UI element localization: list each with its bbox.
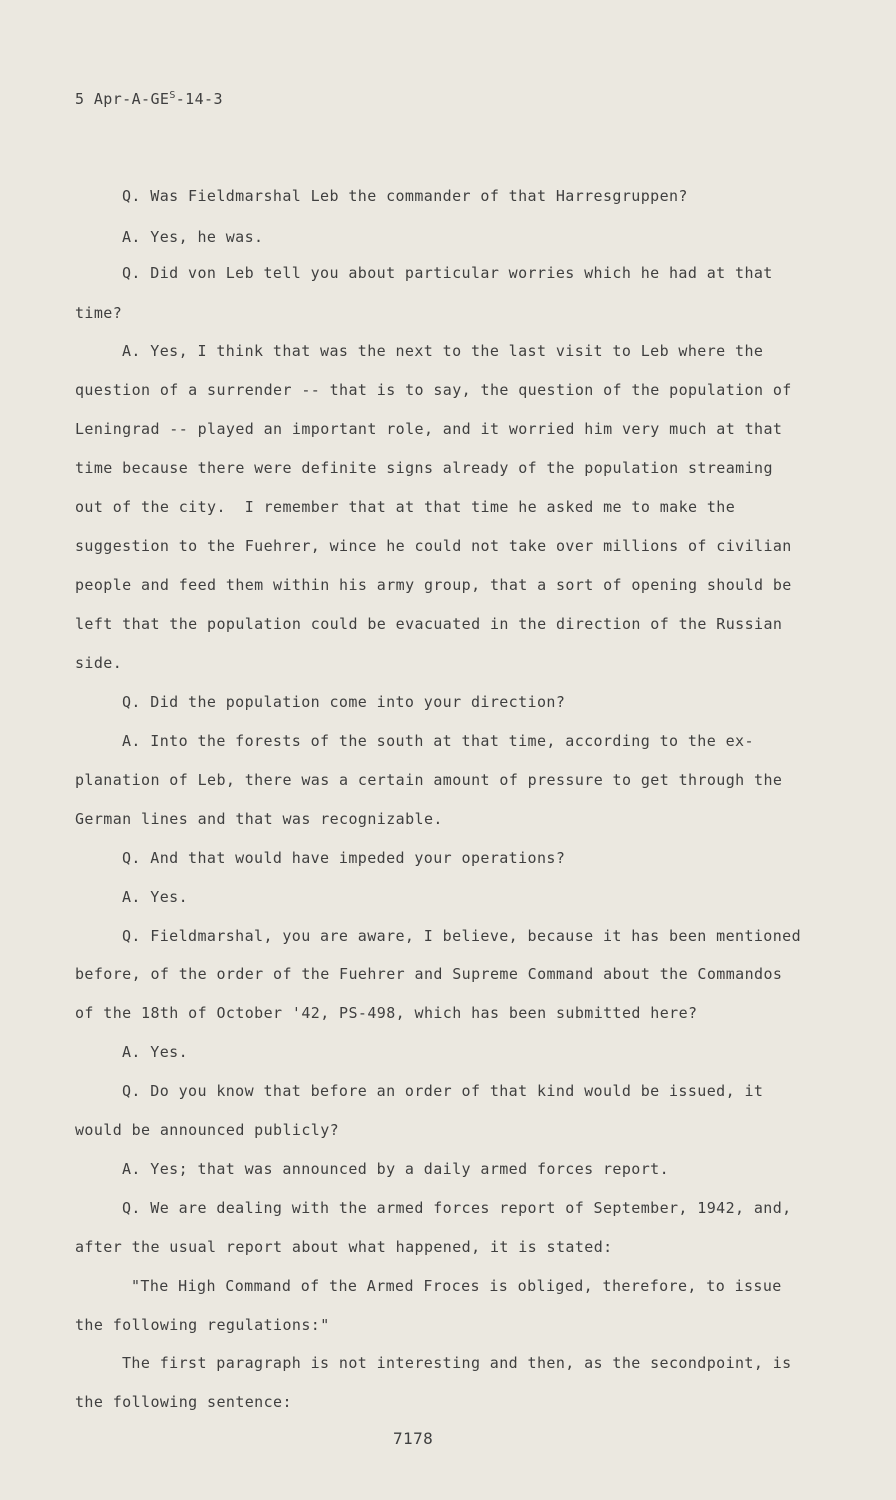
continuation-line [75, 964, 782, 984]
answer-line [122, 1159, 669, 1179]
line-text: Was Fieldmarshal Leb the commander of that Harresgruppen? [140, 187, 688, 205]
continuation-line [75, 1237, 613, 1257]
speaker-label: A. [122, 342, 141, 360]
line-text: left that the population could be evacuated in the direction of the Russian [75, 615, 783, 633]
question-line [122, 848, 565, 868]
quote-line [131, 1276, 782, 1296]
line-text: Do you know that before an order of that kind would be issued, it [140, 1082, 764, 1100]
line-text: out of the city. I remember that at that time he asked me to make the [75, 498, 736, 516]
line-text: And that would have impeded your operations? [140, 849, 566, 867]
continuation-line [75, 809, 443, 829]
line-text: Yes, I think that was the next to the last visit to Leb where the [140, 342, 764, 360]
line-text: German lines and that was recognizable. [75, 810, 443, 828]
speaker-label: A. [122, 228, 141, 246]
speaker-label: A. [122, 1160, 141, 1178]
reference-superscript: S [169, 90, 176, 101]
speaker-label: Q. [122, 927, 141, 945]
line-text: Yes, he was. [140, 228, 264, 246]
line-text: Leningrad -- played an important role, and it worried him very much at that [75, 420, 783, 438]
continuation-line [75, 419, 782, 439]
continuation-line [75, 653, 122, 673]
line-text: side. [75, 654, 123, 672]
line-text: would be announced publicly? [75, 1121, 340, 1139]
continuation-line [75, 770, 782, 790]
speaker-label: A. [122, 1043, 141, 1061]
answer-line [122, 227, 263, 247]
line-text: planation of Leb, there was a certain amount of pressure to get through the [75, 771, 783, 789]
speaker-label: A. [122, 888, 141, 906]
line-text: Fieldmarshal, you are aware, I believe, because it has been mentioned [140, 927, 802, 945]
speaker-label: Q. [122, 693, 141, 711]
line-text: Yes. [140, 888, 189, 906]
line-text: Did the population come into your direction? [140, 693, 566, 711]
line-text: after the usual report about what happened, it is stated: [75, 1238, 613, 1256]
continuation-line [75, 380, 792, 400]
document-reference [75, 90, 223, 108]
continuation-line [75, 1315, 330, 1335]
continuation-line [75, 458, 773, 478]
line-text: before, of the order of the Fuehrer and Supreme Command about the Commandos [75, 965, 783, 983]
narrative-line [122, 1353, 792, 1373]
line-text: question of a surrender -- that is to say, the question of the population of [75, 381, 792, 399]
answer-line [122, 887, 188, 907]
speaker-label: Q. [122, 264, 141, 282]
line-text: the following sentence: [75, 1393, 292, 1411]
line-text: Yes; that was announced by a daily armed forces report. [140, 1160, 669, 1178]
speaker-label: A. [122, 732, 141, 750]
question-line [122, 263, 773, 283]
question-line [122, 692, 565, 712]
continuation-line [75, 1003, 697, 1023]
line-text: Did von Leb tell you about particular worries which he had at that [140, 264, 773, 282]
line-text: "The High Command of the Armed Froces is obliged, therefore, to issue [131, 1277, 782, 1295]
line-text: We are dealing with the armed forces report of September, 1942, and, [140, 1199, 792, 1217]
continuation-line [75, 536, 792, 556]
reference-suffix: -14-3 [175, 90, 223, 108]
question-line [122, 1198, 792, 1218]
speaker-label: Q. [122, 849, 141, 867]
continuation-line [75, 497, 735, 517]
question-line [122, 926, 801, 946]
question-line [122, 1081, 763, 1101]
answer-line [122, 341, 763, 361]
reference-prefix: 5 Apr-A-GE [75, 90, 170, 108]
speaker-label: Q. [122, 1199, 141, 1217]
page-number: 7178 [393, 1429, 434, 1448]
line-text: the following regulations:" [75, 1316, 330, 1334]
line-text: of the 18th of October '42, PS-498, which has been submitted here? [75, 1004, 698, 1022]
continuation-line [75, 614, 782, 634]
line-text: Into the forests of the south at that time, according to the ex- [140, 732, 754, 750]
line-text: people and feed them within his army group, that a sort of opening should be [75, 576, 792, 594]
continuation-line [75, 1392, 292, 1412]
answer-line [122, 1042, 188, 1062]
continuation-line [75, 303, 122, 323]
line-text: time because there were definite signs already of the population streaming [75, 459, 773, 477]
line-text: The first paragraph is not interesting and then, as the secondpoint, is [122, 1354, 792, 1372]
question-line [122, 186, 688, 206]
continuation-line [75, 1120, 339, 1140]
answer-line [122, 731, 754, 751]
continuation-line [75, 575, 792, 595]
line-text: suggestion to the Fuehrer, wince he could not take over millions of civilian [75, 537, 792, 555]
line-text: time? [75, 304, 123, 322]
speaker-label: Q. [122, 187, 141, 205]
line-text: Yes. [140, 1043, 189, 1061]
speaker-label: Q. [122, 1082, 141, 1100]
